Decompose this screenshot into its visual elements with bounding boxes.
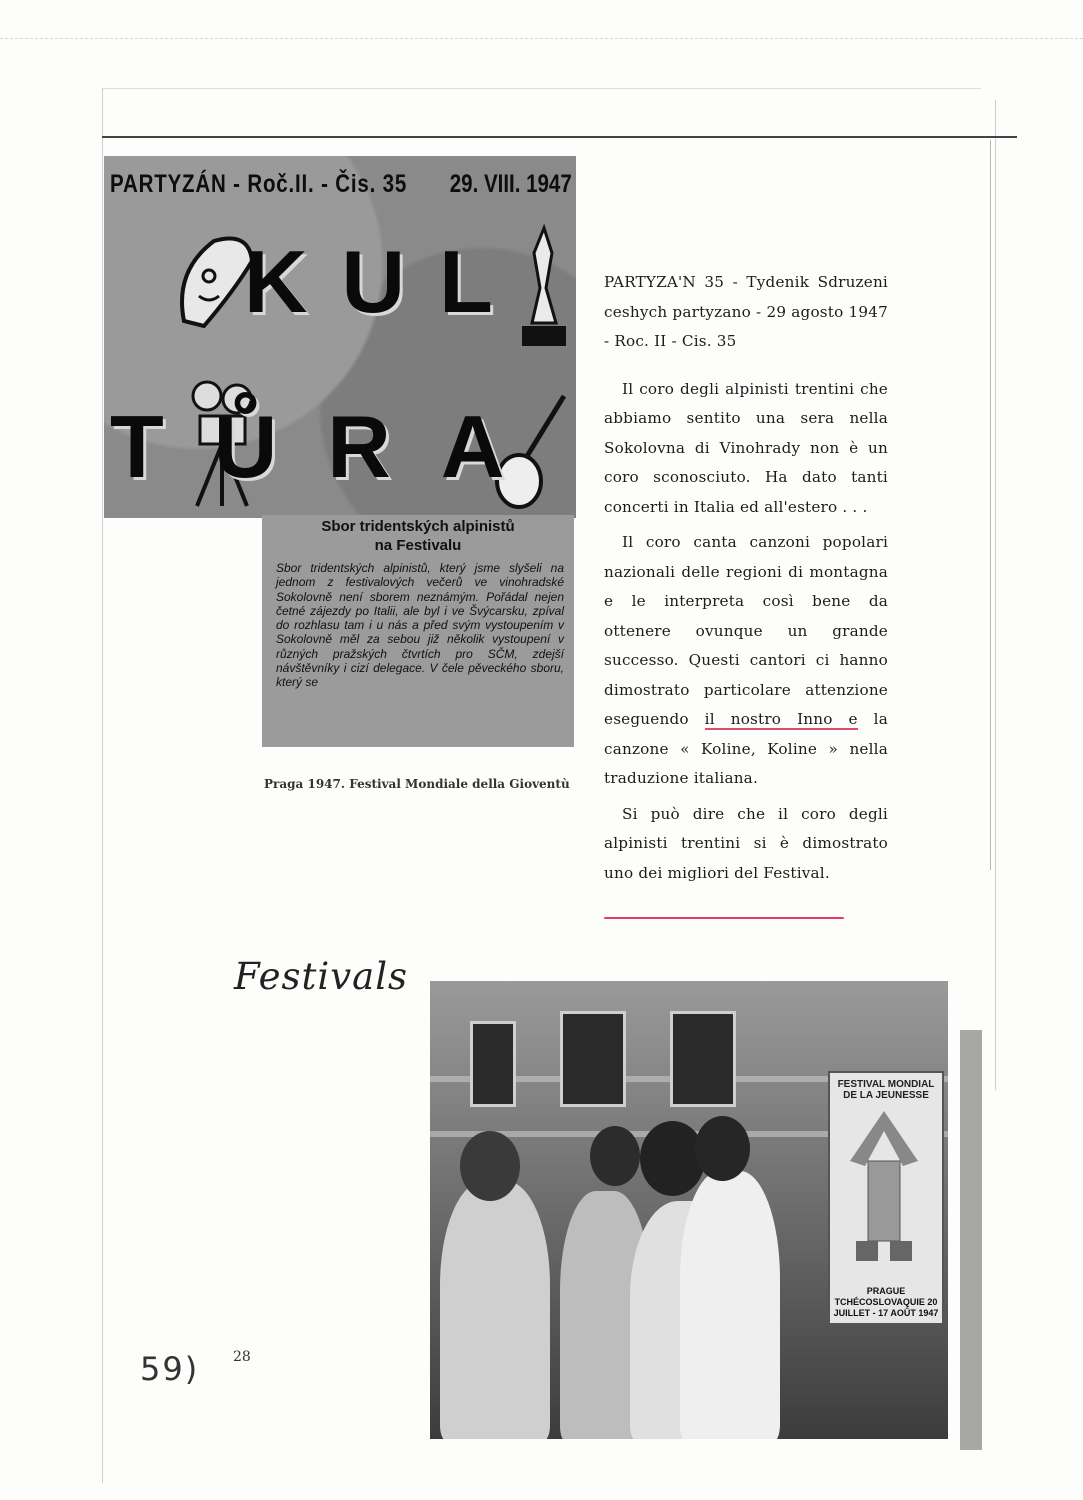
tura-lettering: TŮRA <box>110 397 555 496</box>
poster-bottom-text: PRAGUE TCHÉCOSLOVAQUIE 20 JUILLET - 17 AOÛT 1947 <box>833 1286 939 1318</box>
translation-paragraph-1: Il coro degli alpinisti trentini che abbiamo sentito una sera nella Sokolovna di Vinohrady non è un coro sconosciuto. Ha dato tanti concerti in Italia ed all'estero . . . <box>604 379 888 516</box>
clipping-caption: Praga 1947. Festival Mondiale della Gioventù <box>264 777 570 791</box>
translation-paragraph-2 <box>604 528 888 794</box>
person <box>680 1171 780 1439</box>
clipping-date: 29. VIII. 1947 <box>450 170 572 198</box>
scan-top-edge <box>0 38 1083 39</box>
article-title-line-2: na Festivalu <box>374 537 462 554</box>
paragraph-3-text-a: Si può dire che il coro degli alpinisti trentini si è dimostrato <box>604 804 888 852</box>
paragraph-2-text-b: la canzone « Koline, Koline » nella traduzione italiana. <box>604 710 888 787</box>
poster-top-text: FESTIVAL MONDIAL DE LA JEUNESSE <box>837 1079 935 1101</box>
paragraph-2-text-a: Il coro canta canzoni popolari nazionali delle regioni di montagna e le interpreta così bene da ottenere ovunque un grande successo. Questi cantori ci hanno dimostrato particolare attenzione eseguendo <box>604 533 888 728</box>
right-rule <box>990 140 991 870</box>
train-window <box>470 1021 516 1107</box>
article-body: Sbor tridentských alpinistů, který jsme slyšeli na jednom z festivalových večerů ve vinohradské Sokolovně není sborem neznámým. Pořádal nejen četné zájezdy po Italii, ale byl i ve Švýcarsku, zpíval do rozhlasu tam i u nás a před svým vystoupením v Sokolovně měl za sebou již několik vystoupení v různých pražských čtvrtích pro SČM, zdejší návštěvníky i cizí delegace. V čele pěveckého sboru, který se <box>276 561 564 690</box>
red-underline-mark <box>604 917 844 919</box>
person-head <box>590 1126 640 1186</box>
clipping-masthead: PARTYZÁN - Roč.II. - Čis. 35 <box>110 170 408 198</box>
person-head <box>640 1121 705 1196</box>
article-title-line-1: Sbor tridentských alpinistů <box>321 518 515 535</box>
clipping-article <box>262 515 574 747</box>
translation-header: PARTYZA'N 35 - Tydenik Sdruzeni ceshych partyzano - 29 agosto 1947 - Roc. II - Cis. 35 <box>604 273 888 350</box>
underlined-migliori: uno dei migliori del Festival. <box>604 863 830 882</box>
underlined-inno: il nostro Inno e <box>704 710 858 728</box>
article-title <box>262 517 574 555</box>
festival-poster <box>828 1071 944 1325</box>
kul-lettering: KUL <box>244 232 527 331</box>
translation-column <box>604 268 888 888</box>
top-rule <box>102 136 1017 138</box>
festival-photo <box>430 981 948 1439</box>
person <box>440 1181 550 1439</box>
train-window <box>670 1011 736 1107</box>
torn-photo-edge <box>960 1030 982 1450</box>
page-number: 28 <box>233 1349 251 1365</box>
handwritten-number: 59) <box>140 1350 200 1388</box>
mask-drawing-icon <box>174 231 254 331</box>
train-window <box>560 1011 626 1107</box>
person-head <box>695 1116 750 1181</box>
newspaper-clipping <box>104 156 576 518</box>
translation-paragraph-3 <box>604 800 888 889</box>
section-title: Festivals <box>234 955 409 998</box>
paper-edge <box>967 100 996 1090</box>
person-head <box>460 1131 520 1201</box>
poster-figure-icon <box>830 1101 938 1271</box>
